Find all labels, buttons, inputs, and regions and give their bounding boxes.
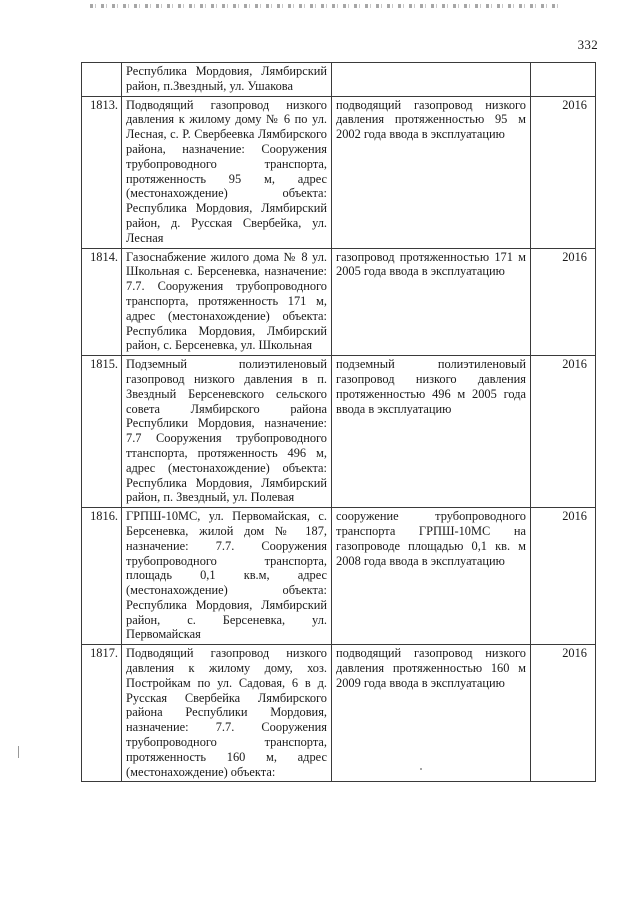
object-characteristics: подводящий газопровод низкого давления протяженностью 160 м 2009 года ввода в эксплуатацию bbox=[332, 645, 531, 782]
scan-artifact-top bbox=[90, 4, 560, 8]
table-row bbox=[82, 645, 596, 782]
object-characteristics bbox=[332, 63, 531, 97]
year-cell bbox=[531, 63, 596, 97]
row-number: 1816. bbox=[82, 508, 122, 645]
row-number bbox=[82, 63, 122, 97]
year-cell: 2016 bbox=[531, 645, 596, 782]
row-number: 1814. bbox=[82, 248, 122, 356]
object-description: Подводящий газопровод низкого давления к жилому дому № 6 по ул. Лесная, с. Р. Свербеевка Лямбирского района, назначение: Сооружения трубопроводного транспорта, протяженность 95 м, адрес (местонахождение) объекта: Республика Мордовия, Лямбирский район, д. Русская Свербейка, ул. Лесная bbox=[122, 96, 332, 248]
object-characteristics: подземный полиэтиленовый газопровод низкого давления протяженностью 496 м 2005 года ввода в эксплуатацию bbox=[332, 356, 531, 508]
property-table bbox=[81, 62, 596, 782]
year-cell: 2016 bbox=[531, 248, 596, 356]
object-characteristics: сооружение трубопроводного транспорта ГРПШ-10МС на газопроводе площадью 0,1 кв. м 2008 года ввода в эксплуатацию bbox=[332, 508, 531, 645]
scan-speck bbox=[420, 768, 422, 770]
page-number: 332 bbox=[577, 37, 598, 52]
year-cell: 2016 bbox=[531, 356, 596, 508]
row-number: 1813. bbox=[82, 96, 122, 248]
object-characteristics: газопровод протяженностью 171 м 2005 года ввода в эксплуатацию bbox=[332, 248, 531, 356]
year-cell: 2016 bbox=[531, 96, 596, 248]
table-row bbox=[82, 96, 596, 248]
object-description: Подводящий газопровод низкого давления к жилому дому, хоз. Постройкам по ул. Садовая, 6 в д. Русская Свербейка Лямбирского района Республики Мордовия, назначение: 7.7. Сооружения трубопроводного транспорта, протяженность 160 м, адрес (местонахождение) объекта: bbox=[122, 645, 332, 782]
object-characteristics: подводящий газопровод низкого давления протяженностью 95 м 2002 года ввода в эксплуатацию bbox=[332, 96, 531, 248]
table-row bbox=[82, 508, 596, 645]
row-number: 1815. bbox=[82, 356, 122, 508]
table-row bbox=[82, 63, 596, 97]
object-description: ГРПШ-10МС, ул. Первомайская, с. Берсеневка, жилой дом № 187, назначение: 7.7. Сооружения трубопроводного транспорта, площадь 0,1 кв.м, адрес (местонахождение) объекта: Республика Мордовия, Лямбирский район, с. Берсеневка, ул. Первомайская bbox=[122, 508, 332, 645]
object-description: Газоснабжение жилого дома № 8 ул. Школьная с. Берсеневка, назначение: 7.7. Сооружения трубопроводного транспорта, протяженность 171 м, адрес (местонахождение) объекта: Республика Мордовия, Лмбирский район, с. Берсеневка, ул. Школьная bbox=[122, 248, 332, 356]
object-description: Республика Мордовия, Лямбирский район, п.Звездный, ул. Ушакова bbox=[122, 63, 332, 97]
table-row bbox=[82, 356, 596, 508]
year-cell: 2016 bbox=[531, 508, 596, 645]
row-number: 1817. bbox=[82, 645, 122, 782]
object-description: Подземный полиэтиленовый газопровод низкого давления в п. Звездный Берсеневского сельского совета Лямбирского района Республики Мордовия, назначение: 7.7 Сооружения трубопроводного ттанспорта, протяженность 496 м, адрес (местонахождение) объекта: Республика Мордовия, Лямбирский район, п. Звездный, ул. Полевая bbox=[122, 356, 332, 508]
scan-artifact-margin bbox=[18, 746, 19, 758]
table-row bbox=[82, 248, 596, 356]
